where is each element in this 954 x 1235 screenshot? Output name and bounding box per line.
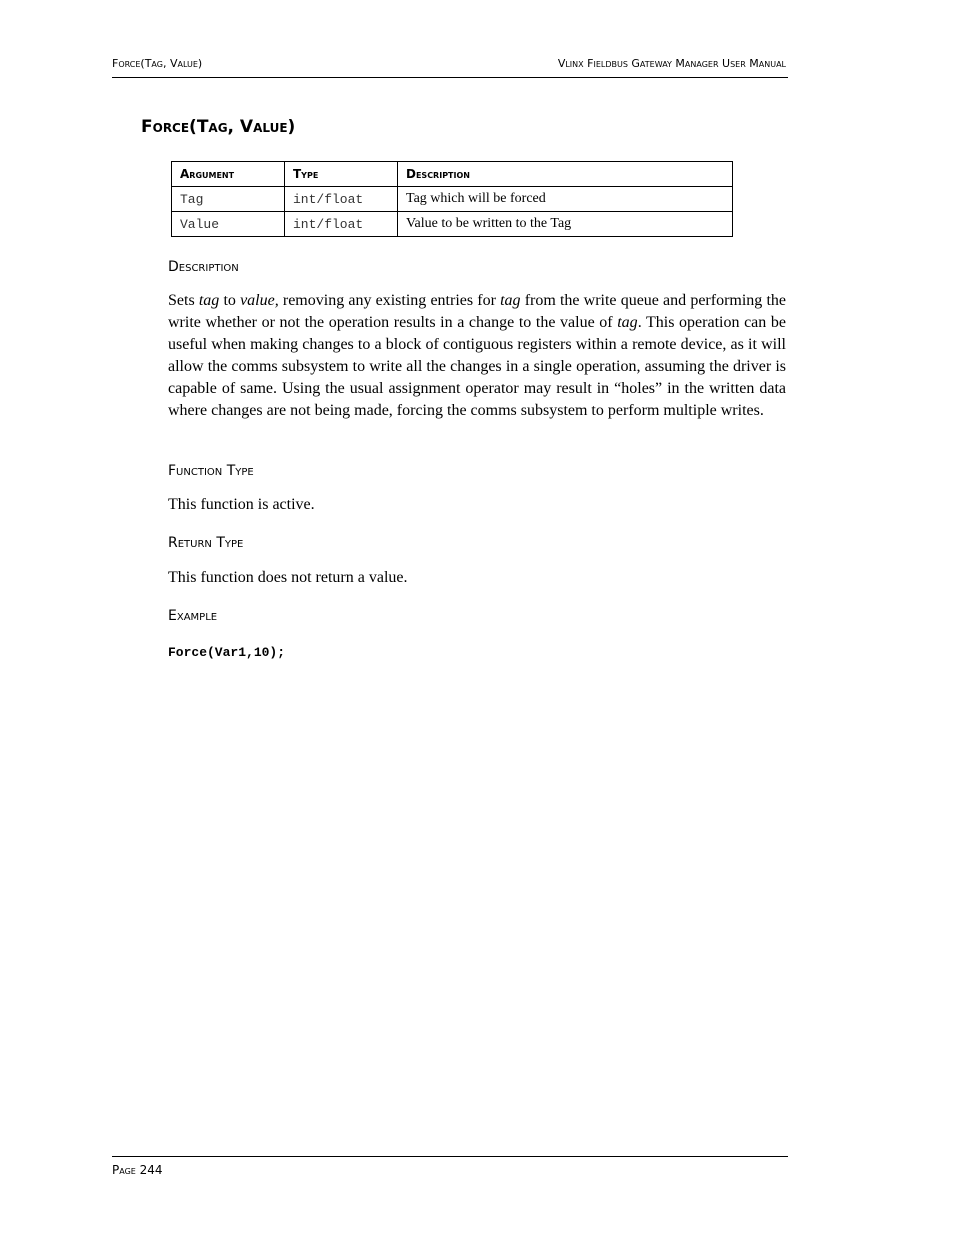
function-type-text: This function is active.	[168, 496, 315, 513]
argument-table	[171, 161, 733, 237]
description-emphasis: tag	[198, 292, 220, 309]
page-number: Page 244	[112, 1156, 788, 1177]
function-type-heading: Function Type	[168, 463, 254, 479]
description-paragraph	[168, 290, 786, 422]
column-header-argument: Argument	[172, 162, 285, 187]
header-section-title: Force(Tag, Value)	[112, 57, 203, 70]
example-heading: Example	[168, 608, 218, 624]
column-header-type: Type	[285, 162, 398, 187]
header-manual-title: Vlinx Fieldbus Gateway Manager User Manual	[557, 57, 786, 70]
table-header-row	[172, 162, 733, 187]
description-emphasis: tag	[500, 292, 521, 309]
argument-name: Value	[172, 212, 285, 237]
description-text: Sets	[168, 292, 199, 309]
argument-description: Tag which will be forced	[398, 187, 733, 212]
description-emphasis: value,	[240, 292, 279, 309]
return-type-heading: Return Type	[168, 535, 244, 551]
description-text: from the write queue and performing the write whether or not the operation results in a change to the value of	[168, 292, 787, 331]
table-row	[172, 187, 733, 212]
return-type-text: This function does not return a value.	[168, 569, 408, 586]
description-text: removing any existing entries for	[278, 292, 501, 309]
column-header-description: Description	[398, 162, 733, 187]
description-text: to	[219, 292, 241, 309]
argument-description: Value to be written to the Tag	[398, 212, 733, 237]
description-text: . This operation can be useful when making changes to a block of contiguous registers within a remote device, as it will allow the comms subsystem to write all the changes in a single operation, assuming the driver is capable of same. Using the usual assignment operator may result in “holes” in the written data where changes are not being made, forcing the comms subsystem to perform multiple writes.	[168, 314, 786, 419]
page-title: Force(Tag, Value)	[141, 117, 296, 137]
argument-name: Tag	[172, 187, 285, 212]
running-header	[112, 55, 788, 78]
argument-type: int/float	[285, 187, 398, 212]
example-code: Force(Var1,10);	[168, 645, 286, 660]
description-emphasis: tag	[617, 314, 638, 331]
description-heading: Description	[168, 259, 239, 275]
argument-type: int/float	[285, 212, 398, 237]
table-row	[172, 212, 733, 237]
